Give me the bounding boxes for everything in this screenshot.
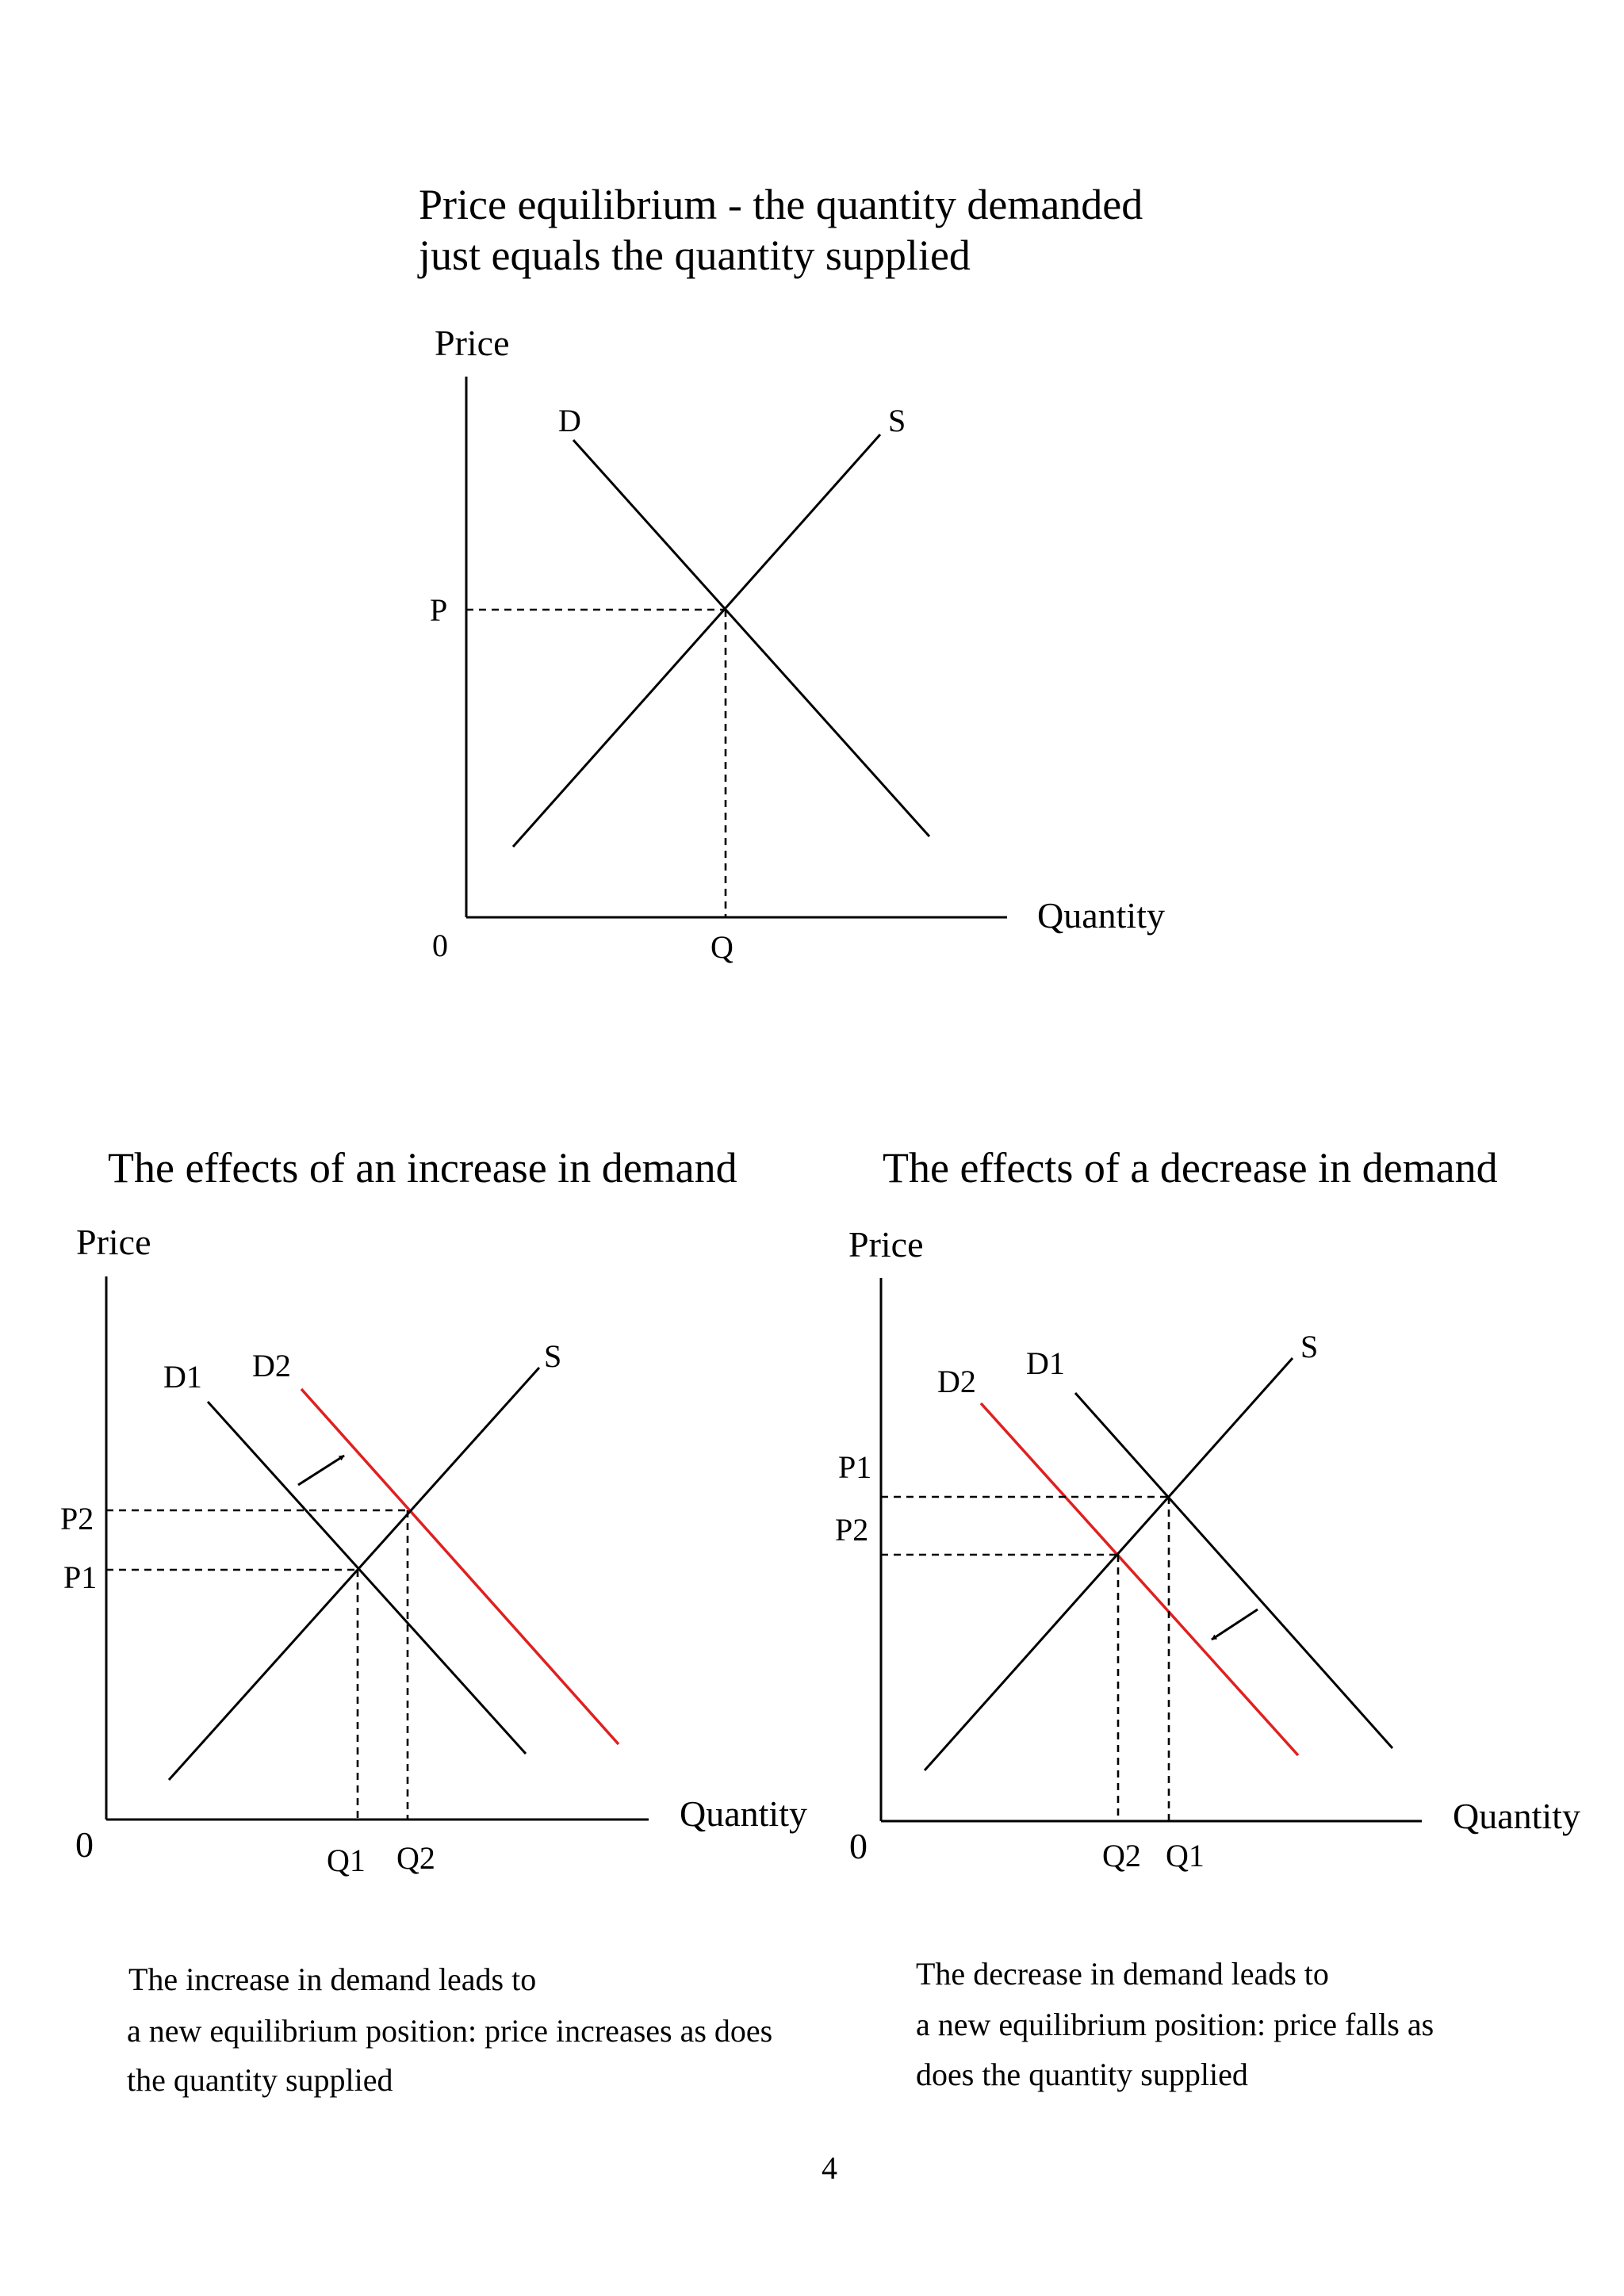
equilibrium-origin-label: 0 bbox=[432, 928, 448, 963]
increase-title: The effects of an increase in demand bbox=[108, 1144, 737, 1192]
increase-caption-line-3: the quantity supplied bbox=[127, 2062, 393, 2098]
equilibrium-x-axis-label: Quantity bbox=[1037, 895, 1165, 936]
decrease-p1-tick-label: P1 bbox=[838, 1449, 872, 1485]
decrease-caption-line-2: a new equilibrium position: price falls as bbox=[916, 2007, 1434, 2042]
decrease-x-axis-label: Quantity bbox=[1453, 1796, 1580, 1836]
demand-curve-label: D bbox=[558, 403, 581, 438]
demand-curve bbox=[573, 440, 929, 836]
decrease-d1-demand-curve bbox=[1075, 1393, 1392, 1748]
increase-y-axis-label: Price bbox=[76, 1222, 151, 1262]
shift-left-arrow bbox=[1212, 1609, 1258, 1640]
d2-label: D2 bbox=[252, 1348, 291, 1383]
equilibrium-diagram bbox=[417, 181, 1165, 965]
increase-caption-line-2: a new equilibrium position: price increases as does bbox=[127, 2013, 773, 2049]
price-tick-label: P bbox=[430, 592, 448, 628]
decrease-supply-label: S bbox=[1300, 1329, 1319, 1364]
equilibrium-title-line-1: Price equilibrium - the quantity demanded bbox=[419, 181, 1143, 228]
decrease-title: The effects of a decrease in demand bbox=[883, 1144, 1498, 1192]
increase-origin-label: 0 bbox=[75, 1824, 94, 1865]
decrease-p2-tick-label: P2 bbox=[835, 1512, 869, 1548]
q2-tick-label: Q2 bbox=[396, 1840, 435, 1876]
quantity-tick-label: Q bbox=[710, 929, 733, 965]
d2-demand-curve bbox=[301, 1389, 619, 1744]
decrease-caption-line-3: does the quantity supplied bbox=[916, 2057, 1248, 2092]
p1-tick-label: P1 bbox=[63, 1559, 98, 1595]
increase-supply-curve bbox=[169, 1368, 539, 1780]
decrease-caption-line-1: The decrease in demand leads to bbox=[916, 1956, 1329, 1992]
supply-curve-label: S bbox=[888, 403, 906, 438]
decrease-d2-label: D2 bbox=[937, 1364, 976, 1399]
increase-caption-line-1: The increase in demand leads to bbox=[128, 1961, 537, 1997]
decrease-d1-label: D1 bbox=[1026, 1345, 1065, 1381]
increase-x-axis-label: Quantity bbox=[680, 1793, 807, 1834]
decrease-origin-label: 0 bbox=[849, 1826, 868, 1866]
decrease-q2-tick-label: Q2 bbox=[1102, 1838, 1141, 1873]
decrease-d2-demand-curve bbox=[981, 1403, 1298, 1755]
decrease-demand-diagram bbox=[835, 1144, 1580, 2092]
d1-label: D1 bbox=[163, 1359, 202, 1395]
supply-curve bbox=[513, 434, 880, 847]
decrease-y-axis-label: Price bbox=[848, 1224, 924, 1265]
q1-tick-label: Q1 bbox=[327, 1843, 366, 1878]
shift-right-arrow bbox=[298, 1456, 344, 1485]
equilibrium-y-axis-label: Price bbox=[435, 323, 510, 363]
decrease-q1-tick-label: Q1 bbox=[1166, 1838, 1205, 1873]
page-number: 4 bbox=[822, 2150, 837, 2186]
decrease-supply-curve bbox=[925, 1358, 1293, 1770]
d1-demand-curve bbox=[208, 1402, 526, 1754]
increase-supply-label: S bbox=[544, 1338, 562, 1374]
increase-demand-diagram bbox=[60, 1144, 807, 2098]
equilibrium-title-line-2: just equals the quantity supplied bbox=[419, 232, 971, 279]
p2-tick-label: P2 bbox=[60, 1501, 94, 1536]
